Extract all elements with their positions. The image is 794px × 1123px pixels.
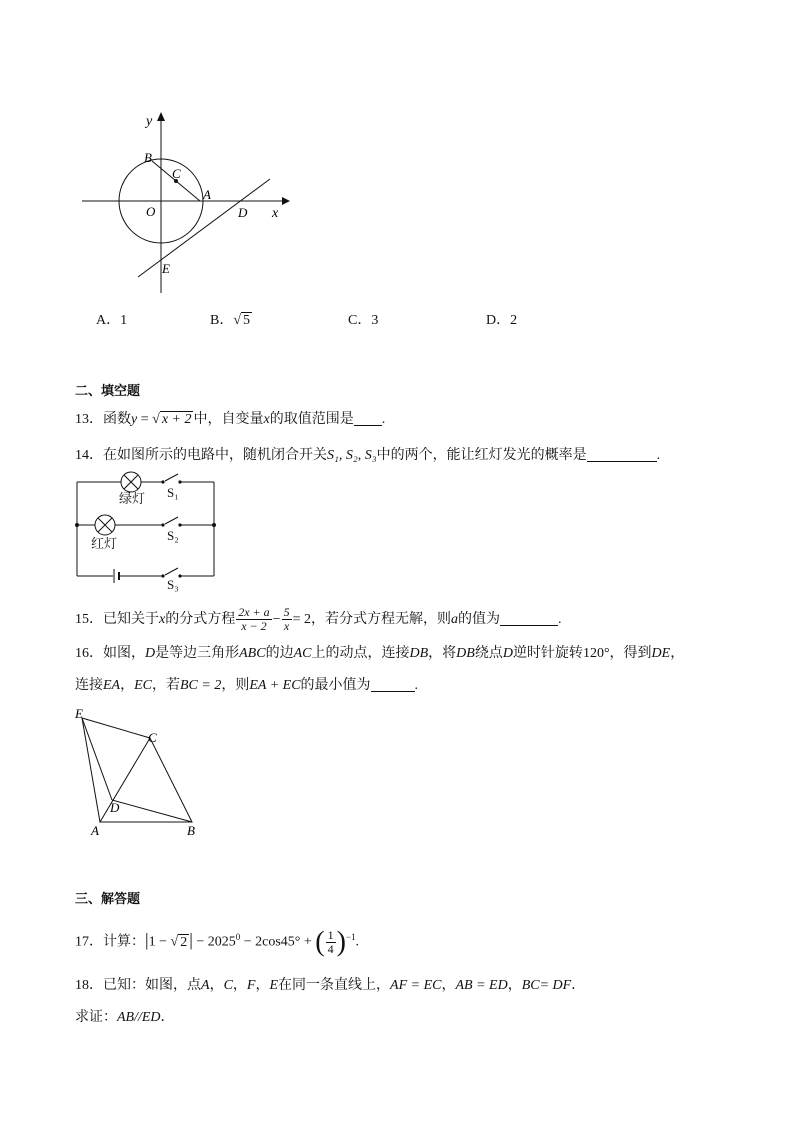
q12-option-b-label: B． [210, 313, 234, 328]
q12-option-c: C．3 [348, 313, 379, 328]
label-a: A [203, 187, 211, 202]
q14-vars: S₁, S₂, S₃ [327, 448, 377, 463]
q12-figure [70, 105, 300, 300]
section-fill-title: 二、填空题 [75, 384, 141, 399]
label-x: x [272, 206, 279, 221]
q15-fraction-2: $\frac{5}{x}$ [283, 605, 290, 634]
paren-left: ( [315, 926, 325, 958]
q17-exp-zero: 0 [235, 932, 241, 942]
q15-text4: 的值为 [457, 612, 500, 627]
q12-option-d: D．2 [486, 313, 518, 328]
label-c: C [148, 730, 157, 745]
q18-line1: 18．已知：如图，点A，C，F，E在同一条直线上，AF = EC，AB = ED，BC= DF． [75, 978, 586, 993]
q15 [75, 606, 561, 634]
q17-end: . [355, 934, 360, 950]
q15-fraction-1: $\frac{2x + a}{x - 2}$ [238, 605, 270, 634]
paren-right: ) [336, 926, 346, 958]
q13-eq: = [137, 412, 153, 427]
label-a: A [91, 823, 99, 838]
q17-radicand: 2 [180, 934, 188, 950]
q13-text: 函数 [103, 412, 131, 427]
label-e: E [162, 261, 170, 276]
segment-ea [82, 718, 100, 822]
q17-one: 1 − [148, 934, 171, 950]
q15-blank[interactable] [500, 611, 558, 626]
label-b: B [187, 823, 195, 838]
label-s1: S₁ [167, 485, 179, 500]
section-solve-title: 三、解答题 [75, 892, 141, 907]
q15-eq: = 2 [292, 612, 311, 627]
q13-radicand: x + 2 [161, 412, 192, 427]
q15-text: 15．已知关于 [75, 612, 159, 627]
q17 [75, 920, 359, 960]
label-green-lamp: 绿灯 [119, 492, 146, 507]
q17-sqrt-symbol: √ [170, 934, 179, 950]
abs-bar-left: | [145, 929, 149, 950]
q15-var-x: x [159, 612, 166, 627]
label-c: C [172, 166, 181, 181]
q16-figure [72, 702, 212, 842]
q13-blank[interactable] [354, 411, 382, 426]
x-axis-arrow [282, 197, 290, 205]
q13-sqrt-symbol: √ [152, 412, 160, 427]
q15-end: . [557, 612, 562, 627]
label-o: O [146, 204, 156, 219]
label-y: y [146, 114, 153, 129]
q16-line2: 连接EA，EC，若BC = 2，则EA + EC的最小值为 . [75, 678, 419, 693]
label-red-lamp: 红灯 [91, 537, 118, 552]
switch-s3-icon [165, 568, 178, 575]
q13-var-y: y [131, 412, 138, 427]
circuit-figure [70, 470, 225, 595]
y-axis-arrow [157, 112, 165, 121]
q15-minus: − [272, 612, 281, 627]
q12-option-b [210, 311, 252, 331]
q13-number: 13． [75, 412, 103, 427]
q12-option-a: A．1 [96, 313, 128, 328]
segment-ed [82, 718, 112, 800]
label-d: D [110, 800, 120, 815]
q14 [75, 446, 660, 466]
label-d: D [238, 205, 248, 220]
q12-option-b-radicand: 5 [243, 313, 251, 328]
q13 [75, 410, 385, 430]
switch-s1-icon [165, 474, 178, 481]
q13-end: . [381, 412, 386, 427]
q14-text: 14．在如图所示的电路中，随机闭合开关 [75, 448, 327, 463]
q15-text3: ，若分式方程无解，则 [310, 612, 451, 627]
switch-s2-icon [165, 517, 178, 524]
q17-text: 17．计算： [75, 934, 145, 950]
q14-blank[interactable] [587, 447, 657, 462]
abs-bar-right: | [189, 929, 193, 950]
q17-cos: − 2cos45° + [240, 934, 316, 950]
q17-exp-neg-one: −1 [345, 932, 356, 942]
q14-text2: 中的两个，能让红灯发光的概率是 [376, 448, 587, 463]
q17-year: − 2025 [192, 934, 236, 950]
q16-line1: 16．如图，D是等边三角形ABC的边AC上的动点，连接DB，将DB绕点D逆时针旋转120°，得到DE， [75, 646, 685, 661]
sqrt-symbol: √ [233, 313, 242, 328]
q13-text2: 中，自变量 [193, 412, 264, 427]
q17-fraction: $\frac{1}{4}$ [327, 927, 334, 956]
q15-text2: 的分式方程 [165, 612, 236, 627]
label-e: E [75, 706, 83, 721]
q13-var-x: x [263, 412, 270, 427]
label-s2: S₂ [167, 528, 179, 543]
label-s3: S₃ [167, 577, 179, 592]
q18-line2: 求证：AB//ED． [75, 1010, 175, 1025]
segment-db [112, 800, 192, 822]
segment-ec [82, 718, 150, 738]
q14-end: . [656, 448, 661, 463]
label-b: B [144, 150, 152, 165]
q16-blank[interactable] [371, 677, 415, 692]
q13-text3: 的取值范围是 [269, 412, 354, 427]
q15-var-a: a [450, 612, 458, 627]
